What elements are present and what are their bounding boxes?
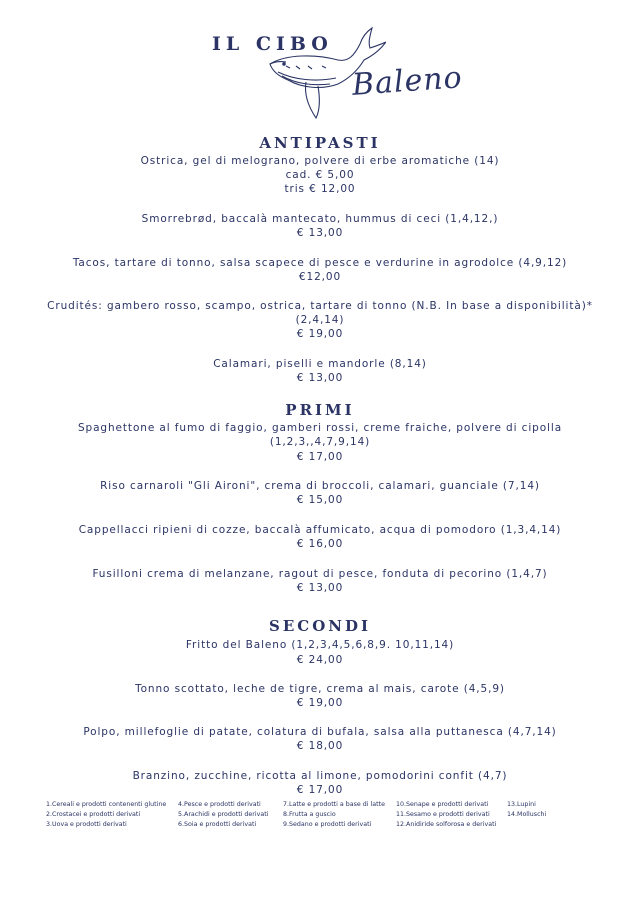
menu-item-price: € 13,00	[296, 227, 344, 239]
menu-item-name: Smorrebrød, baccalà mantecato, hummus di ceci (1,4,12,)	[141, 213, 499, 225]
allergen-entry: 14.Molluschi	[507, 811, 547, 818]
menu-item-name: Crudités: gambero rosso, scampo, ostrica, tartare di tonno (N.B. In base a disponibilità)*	[47, 300, 593, 312]
menu-item-name: Cappellacci ripieni di cozze, baccalà affumicato, acqua di pomodoro (1,3,4,14)	[78, 524, 562, 536]
menu-item-price: € 24,00	[296, 654, 344, 666]
allergen-entry: 3.Uova e prodotti derivati	[46, 821, 127, 828]
allergen-entry: 10.Senape e prodotti derivati	[396, 801, 489, 808]
menu-item-price: € 17,00	[296, 784, 344, 796]
menu-item-price: € 19,00	[296, 328, 344, 340]
menu-item-price: €12,00	[298, 271, 342, 283]
menu-item-name: Fritto del Baleno (1,2,3,4,5,6,8,9. 10,11,14)	[185, 639, 455, 651]
allergen-entry: 11.Sesamo e prodotti derivati	[396, 811, 490, 818]
logo-title: IL CIBO	[212, 33, 333, 55]
menu-item-price: € 17,00	[296, 451, 344, 463]
logo-script: Baleno	[350, 60, 464, 103]
menu-item-price: cad. € 5,00	[285, 169, 355, 181]
restaurant-logo	[0, 0, 640, 130]
menu-item-price: € 15,00	[296, 494, 344, 506]
allergen-entry: 8.Frutta a guscio	[283, 811, 336, 818]
menu-item-name: Branzino, zucchine, ricotta al limone, pomodorini confit (4,7)	[132, 770, 508, 782]
allergen-entry: 1.Cereali e prodotti contenenti glutine	[46, 801, 167, 808]
menu-item-name: Tonno scottato, leche de tigre, crema al mais, carote (4,5,9)	[135, 683, 505, 695]
menu-item-price: € 13,00	[296, 582, 344, 594]
menu-item-price: € 19,00	[296, 697, 344, 709]
section-title-antipasti: ANTIPASTI	[259, 134, 381, 152]
menu-item-allergens: (1,2,3,,4,7,9,14)	[269, 436, 371, 448]
allergen-entry: 7.Latte e prodotti a base di latte	[283, 801, 385, 808]
menu-item-name: Spaghettone al fumo di faggio, gamberi rossi, creme fraiche, polvere di cipolla	[77, 422, 563, 434]
allergen-entry: 4.Pesce e prodotti derivati	[178, 801, 261, 808]
menu-item-name: Ostrica, gel di melograno, polvere di erbe aromatiche (14)	[140, 155, 500, 167]
menu-item-name: Fusilloni crema di melanzane, ragout di pesce, fonduta di pecorino (1,4,7)	[92, 568, 548, 580]
allergen-entry: 9.Sedano e prodotti derivati	[283, 821, 372, 828]
menu-item-price: € 18,00	[296, 740, 344, 752]
allergen-entry: 12.Anidiride solforosa e derivati	[396, 821, 497, 828]
menu-item-name: Polpo, millefoglie di patate, colatura di bufala, salsa alla puttanesca (4,7,14)	[83, 726, 557, 738]
allergen-entry: 2.Crostacei e prodotti derivati	[46, 811, 141, 818]
menu-item-allergens: (2,4,14)	[295, 314, 345, 326]
allergen-legend	[46, 800, 567, 830]
menu-item-name: Calamari, piselli e mandorle (8,14)	[213, 358, 427, 370]
allergen-entry: 5.Arachidi e prodotti derivati	[178, 811, 269, 818]
menu-item-price: € 13,00	[296, 372, 344, 384]
menu-item-name: Tacos, tartare di tonno, salsa scapece di pesce e verdurine in agrodolce (4,9,12)	[72, 257, 568, 269]
allergen-entry: 13.Lupini	[507, 801, 536, 808]
allergen-entry	[507, 820, 567, 830]
menu-item-price: € 16,00	[296, 538, 344, 550]
section-title-secondi: SECONDI	[268, 617, 371, 635]
menu-item-price: tris € 12,00	[284, 183, 356, 195]
allergen-entry: 6.Soia e prodotti derivati	[178, 821, 257, 828]
section-title-primi: PRIMI	[285, 401, 355, 419]
menu-item-name: Riso carnaroli "Gli Aironi", crema di broccoli, calamari, guanciale (7,14)	[100, 480, 540, 492]
